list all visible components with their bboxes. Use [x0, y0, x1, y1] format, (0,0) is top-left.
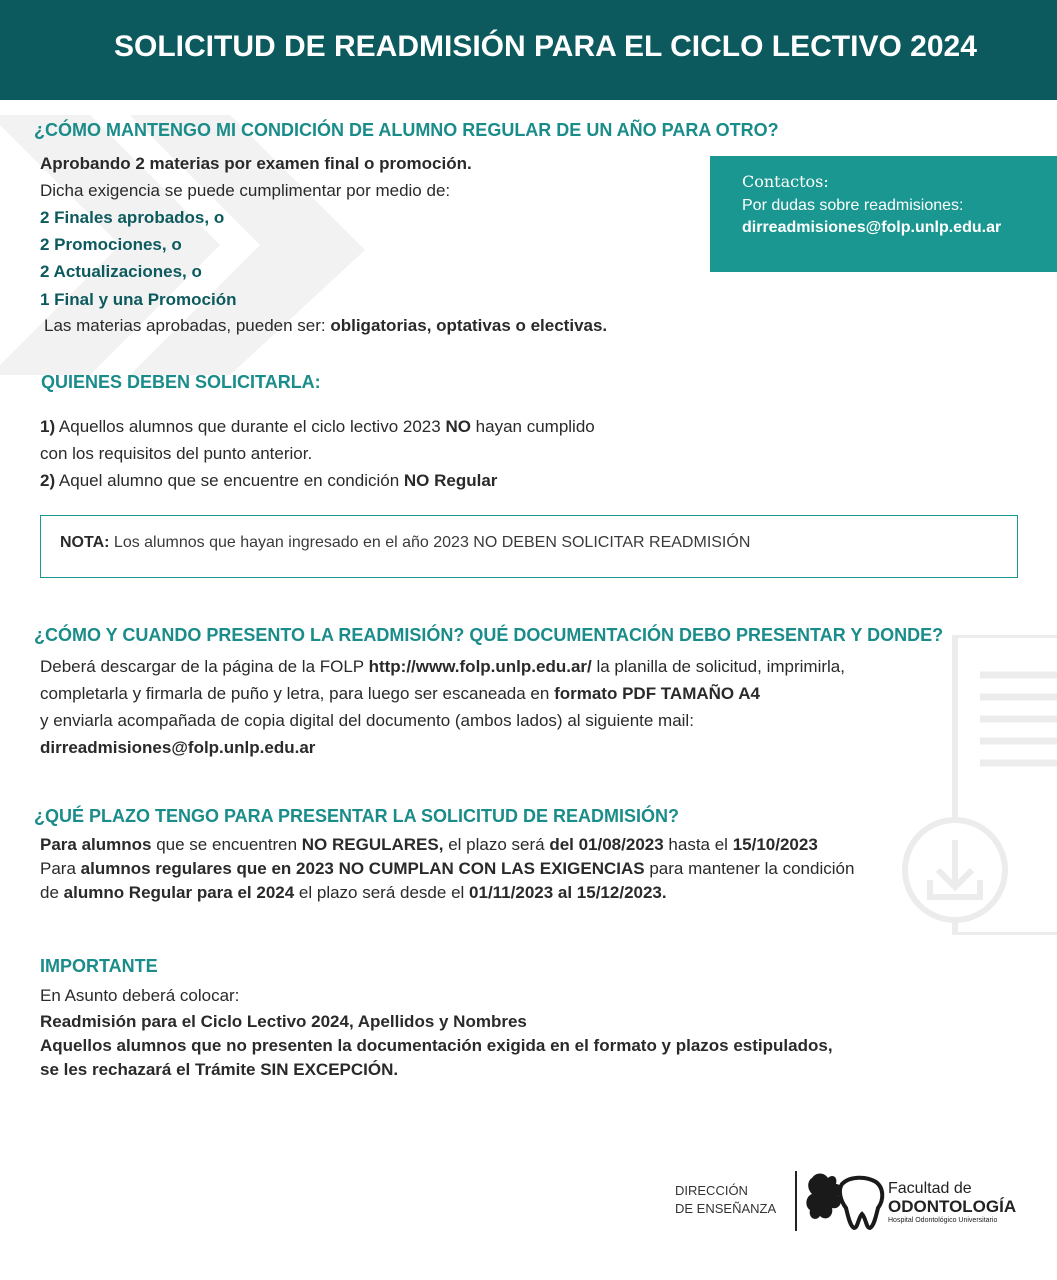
important-line-1: En Asunto deberá colocar:	[40, 986, 240, 1005]
how-line-1: Deberá descargar de la página de la FOLP http://www.folp.unlp.edu.ar/ la planilla de solicitud, imprimirla,	[40, 657, 845, 676]
how-line-2: completarla y firmarla de puño y letra, para luego ser escaneada en formato PDF TAMAÑO A4	[40, 684, 760, 703]
who-item-2: 2) Aquel alumno que se encuentre en condición NO Regular	[40, 471, 498, 490]
how-email-link[interactable]: dirreadmisiones@folp.unlp.edu.ar	[40, 738, 316, 757]
deadline-line-1: Para alumnos que se encuentren NO REGULARES, el plazo será del 01/08/2023 hasta el 15/10/2023	[40, 835, 818, 854]
document-download-icon	[900, 635, 1057, 935]
folp-website-link[interactable]: http://www.folp.unlp.edu.ar/	[368, 657, 592, 676]
section-heading-important: IMPORTANTE	[40, 956, 158, 976]
who-item-1: 1) Aquellos alumnos que durante el ciclo lectivo 2023 NO hayan cumplido	[40, 417, 595, 436]
option-item: 1 Final y una Promoción	[40, 290, 237, 309]
contact-email-link[interactable]: dirreadmisiones@folp.unlp.edu.ar	[742, 219, 1002, 236]
section-heading-deadline: ¿QUÉ PLAZO TENGO PARA PRESENTAR LA SOLICITUD DE READMISIÓN?	[34, 806, 680, 826]
important-line-2: Readmisión para el Ciclo Lectivo 2024, Apellidos y Nombres	[40, 1012, 527, 1031]
page-title: SOLICITUD DE READMISIÓN PARA EL CICLO LECTIVO 2024	[114, 30, 977, 63]
how-line-3: y enviarla acompañada de copia digital del documento (ambos lados) al siguiente mail:	[40, 711, 694, 730]
option-item: 2 Finales aprobados, o	[40, 208, 225, 227]
requirement-intro: Dicha exigencia se puede cumplimentar por medio de:	[40, 181, 451, 200]
deadline-line-2: Para alumnos regulares que en 2023 NO CUMPLAN CON LAS EXIGENCIAS para mantener la condición	[40, 859, 855, 878]
subject-types: Las materias aprobadas, pueden ser: obligatorias, optativas o electivas.	[44, 316, 608, 335]
section-heading-how: ¿CÓMO Y CUANDO PRESENTO LA READMISIÓN? QUÉ DOCUMENTACIÓN DEBO PRESENTAR Y DONDE?	[34, 625, 944, 645]
section-heading-regular: ¿CÓMO MANTENGO MI CONDICIÓN DE ALUMNO REGULAR DE UN AÑO PARA OTRO?	[34, 120, 779, 140]
footer-faculty: Facultad de ODONTOLOGÍA Hospital Odontológico Universitario	[888, 1180, 1017, 1224]
note-box: NOTA: Los alumnos que hayan ingresado en el año 2023 NO DEBEN SOLICITAR READMISIÓN	[40, 515, 1018, 578]
contact-title: Contactos:	[742, 172, 829, 191]
deadline-line-3: de alumno Regular para el 2024 el plazo será desde el 01/11/2023 al 15/12/2023.	[40, 883, 667, 902]
approval-requirement: Aprobando 2 materias por examen final o promoción.	[40, 154, 472, 173]
tooth-leaf-logo-icon	[806, 1170, 886, 1232]
contact-text: Por dudas sobre readmisiones:	[742, 197, 964, 214]
footer-divider	[795, 1171, 797, 1231]
header-banner	[0, 0, 1057, 100]
section-heading-who: QUIENES DEBEN SOLICITARLA:	[41, 372, 321, 392]
who-item-1-cont: con los requisitos del punto anterior.	[40, 444, 313, 463]
contact-box	[710, 156, 1057, 272]
important-line-3: Aquellos alumnos que no presenten la documentación exigida en el formato y plazos estipulados,	[40, 1036, 833, 1055]
option-item: 2 Actualizaciones, o	[40, 262, 202, 281]
important-line-4: se les rechazará el Trámite SIN EXCEPCIÓN.	[40, 1060, 399, 1079]
option-item: 2 Promociones, o	[40, 235, 182, 254]
footer-department: DIRECCIÓN DE ENSEÑANZA	[675, 1183, 777, 1216]
